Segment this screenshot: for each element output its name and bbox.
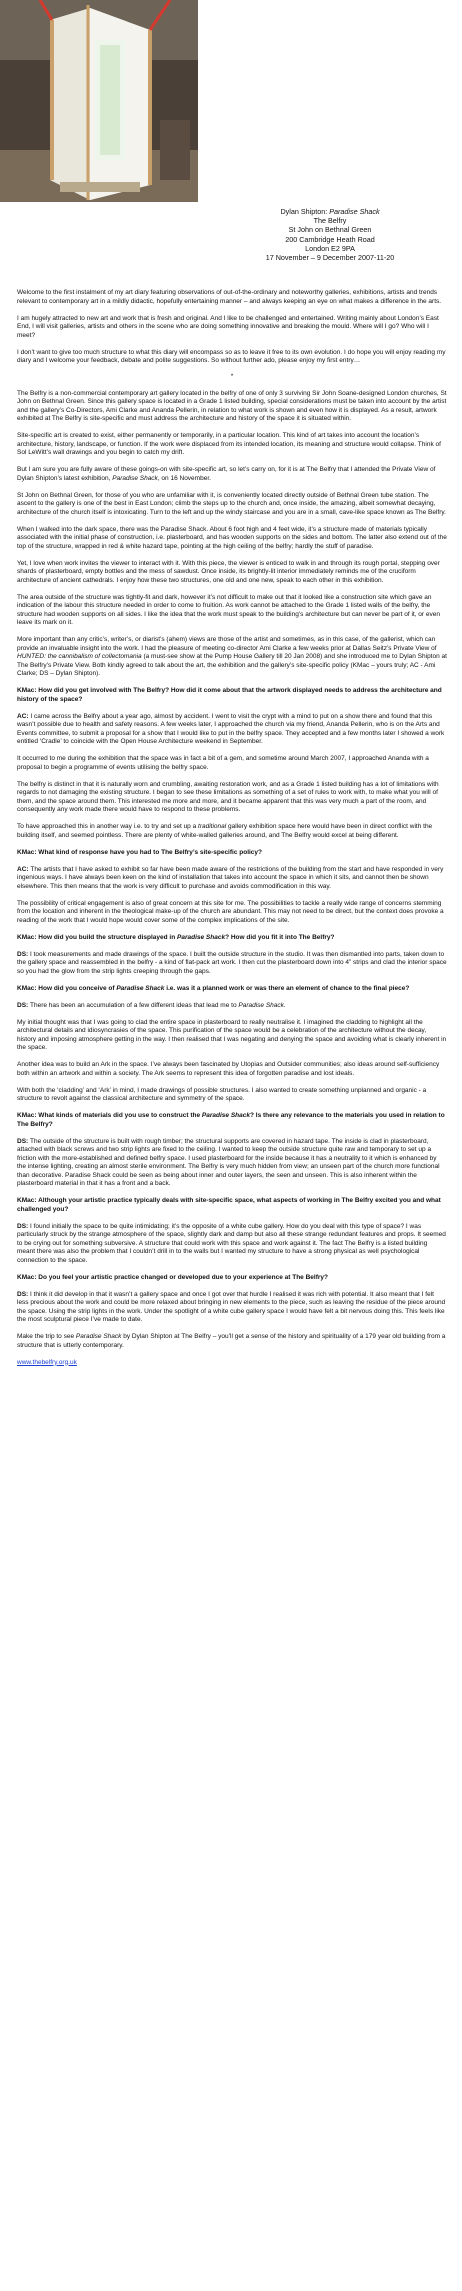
- interview-answer: To have approached this in another way i.e. to try and set up a traditional gallery exhibition space here would have been in direct conflict with the building itself, and seemed pointless. There are plenty of white-walled galleries around, and The Belfry would excel at being different.: [17, 823, 433, 839]
- exhibition-header: [200, 207, 460, 262]
- paragraph: The area outside of the structure was tightly-fit and dark, however it’s not difficult to make out that it looked like a construction site which gave an indication of the labour this structure needed in order to come to fruition. As work cannot be attached to the Grade 1 listed walls of the belfry, the structure had wooden supports on all sides. I like the idea that the work must speak to the building’s architecture but can never be part of it, or even leave its mark on it.: [17, 593, 440, 626]
- interview-answer: My initial thought was that I was going to clad the entire space in plasterboard to really neutralise it. I imagined the cladding to highlight all the architectural details and idiosyncrasies of the space. This purification of the space would be a celebration of the architecture without the decay, history and imposing atmosphere getting in the way. I then realised that I was negating and denying the space and avoiding what is clearly inherent in the space.: [17, 1018, 447, 1051]
- intro-paragraph: Welcome to the first instalment of my art diary featuring observations of out-of-the-ordinary and noteworthy galleries, exhibitions, artists and trends relevant to contemporary art in a mildly didactic, hopefully entertaining manner – and always keeping an eye on what makes a difference in the arts.: [17, 289, 442, 305]
- paragraph: The Belfry is a non-commercial contemporary art gallery located in the belfry of one of only 3 surviving Sir John Soane-designed London churches, St John on Bethnal Green. Since this gallery space is located in a Grade 1 listed building, special considerations must be taken into account by the artist and the gallery’s Co-Directors, Ami Clarke and Ananda Pellerin, in relation to what work is shown and even how it is displayed. As a result, artwork exhibited at The Belfry is site-specific and must address the architecture and history of the space it is situated within.: [17, 389, 447, 422]
- interview-question: KMac: How did you conceive of Paradise Shack i.e. was it a planned work or was there an element of chance to the final piece?: [17, 984, 410, 992]
- interview-answer: With both the ‘cladding’ and ‘Ark’ in mind, I made drawings of possible structures. I also wanted to create something unplanned and organic - a structure to revolt against the classical architecture and symmetry of the space.: [17, 1086, 427, 1102]
- intro-paragraph: I don’t want to give too much structure to what this diary will encompass so as to leave it free to its own evolution. I do hope you will enjoy reading my diary and I welcome your feedback, debate and polite suggestions. So without further ado, please enjoy my first entry…: [17, 348, 446, 364]
- venue-name: The Belfry: [313, 216, 347, 226]
- intro-paragraph: I am hugely attracted to new art and work that is fresh and original. And I like to be challenged and entertained. Writing mainly about London’s East End, I will visit galleries, artists and others in the scene who are doing something innovative and breaking the mould. Where will I go? Who will I meet?: [17, 314, 439, 339]
- interview-answer: The belfry is distinct in that it is naturally worn and crumbling, awaiting restoration work, and as a Grade 1 listed building has a lot of limitations with regards to not damaging the existing structure. I began to see these limitations as something of a set of rules to work with, to make what you will of them, and the space around them. This interested me more and more, and it became apparent that this was very much a part of the room, and consequently any work made there would have to respond to these problems.: [17, 780, 439, 813]
- interview-answer: Another idea was to build an Ark in the space. I’ve always been fascinated by Utopias and Outsider communities; also ideas around self-sufficiency both within an artwork and within a society. The Ark seems to represent this idea of forgotten paradise and lost ideals.: [17, 1061, 440, 1077]
- interview-answer: AC: I came across the Belfry about a year ago, almost by accident. I went to visit the crypt with a mind to put on a show there and found that this wasn’t possible due to health and safety reasons. A few weeks later, I approached the church via my friend, Ananda Pellerin, who is on the Arts and Events committee, to submit a proposal for a show that I would like to put in the belfry space. They accepted and a few months later I showed a work entitled ‘Cradle’ to coincide with the Open House Architecture weekend in September.: [17, 712, 445, 745]
- interview-question: KMac: Although your artistic practice typically deals with site-specific space, what aspects of working in The Belfry excited you and what challenged you?: [17, 1197, 441, 1213]
- interview-answer: It occurred to me during the exhibition that the space was in fact a bit of a gem, and sometime around March 2007, I approached Ananda with a proposal to begin a programme of events utilising the belfry space.: [17, 755, 429, 771]
- interview-answer: The possibility of critical engagement is also of great concern at this site for me. The possibilities to tackle a really wide range of concerns stemming from the location and inherent in the theological make-up of the church are abundant. This may not need to be direct, but the context does provoke a reading of the work that I would hope would cover some of the complex implications of the site.: [17, 899, 444, 924]
- artwork-photo: [0, 0, 198, 202]
- article-body: [17, 289, 447, 1376]
- interview-answer: DS: I found initially the space to be quite intimidating; it’s the opposite of a white cube gallery. How do you deal with this type of space? I was particularly struck by the strange atmosphere of the space, slightly dark and damp but also all these strange redundant features and props. It seemed to be crying out for something subversive. A structure that could work with this space and work against it. The fact The Belfry is a listed building meant there was also the problem that I couldn’t drill in to the walls but I wanted my structure to have a strong physical as well psychological connection to the space.: [17, 1222, 446, 1264]
- paragraph: St John on Bethnal Green, for those of you who are unfamiliar with it, is conveniently located directly outside of Bethnal Green tube station. The ascent to the gallery is one of the best in East London; climb the steps up to the church and, once inside, the amazing, albeit somewhat decaying, architecture of the church itself is intoxicating. Turn to the left and up the windy staircase and you are in a small, cave-like space known as The Belfry.: [17, 491, 446, 516]
- exhibition-dates: 17 November – 9 December 2007-11-20: [265, 253, 395, 263]
- closing-paragraph: Make the trip to see Paradise Shack by Dylan Shipton at The Belfry – you’ll get a sense of the history and spirituality of a 179 year old building from a structure that is utterly contemporary.: [17, 1333, 446, 1349]
- interview-answer: DS: I think it did develop in that it wasn’t a gallery space and once I got over that hurdle I realised it was rich with potential. It also meant that I felt less precious about the work and could be more relaxed about bringing in new elements to the piece, such as leaving the residue of the piece around the space. Using the strip lights in the work. Under the spotlight of a white cube gallery space I would have felt a bit nervous doing this. This feels like the most sculptural piece I’ve made to date.: [17, 1290, 446, 1323]
- paragraph: More important than any critic’s, writer’s, or diarist’s (ahem) views are those of the artist and sometimes, as in this case, of the gallerist, which can provide an invaluable insight into the work. I had the pleasure of meeting co-director Ami Clarke a few weeks prior at Dallas Seitz’s Private View of HUNTED: the cannibalism of collectomania (a must-see show at the Pump House Gallery till 20 Jan 2008) and she introduced me to Dylan Shipton at The Belfry’s Private View. Both kindly agreed to talk about the art, the exhibition and the gallery’s site-specific policy (KMac – yours truly; AC - Ami Clarke; DS – Dylan Shipton).: [17, 636, 447, 677]
- paragraph: Site-specific art is created to exist, either permanently or temporarily, in a particular location. This kind of art takes into account the location’s architecture, history, landscape, or function. If the work were displaced from its intended location, its meaning and structure would collapse. Think of Sol LeWitt’s wall drawings and you begin to catch my drift.: [17, 432, 441, 456]
- interview-answer: DS: I took measurements and made drawings of the space. I built the outside structure in the studio. It was then dismantled into parts, taken down to the gallery space and reassembled in the belfry - a kind of flat-pack art work. I then cut the plasterboard down into 4” strips and clad the interior space so you had the glow from the strip lights creeping through the gaps.: [17, 950, 447, 975]
- interview-question: KMac: What kinds of materials did you use to construct the Paradise Shack? Is there any relevance to the materials you used in relation to The Belfry?: [17, 1112, 445, 1128]
- paragraph: When I walked into the dark space, there was the Paradise Shack. About 6 foot high and 4 feet wide, it’s a structure made of materials typically associated with the initial phase of construction, i.e. plasterboard, and has wooden supports on the sides and bottom. The latter also extend out of the top of the structure, wrapped in red & white hazard tape, pointing at the high ceiling of the belfry; hardly the stuff of paradise.: [17, 525, 447, 550]
- street-address: 200 Cambridge Heath Road: [285, 234, 375, 244]
- interview-answer: AC: The artists that I have asked to exhibit so far have been made aware of the restrictions of the building from the start and have responded in very ingenious ways. I have always been keen on the kind of installation that takes into account the space in which it sits, and cannot then be shown elsewhere. This then means that the work is very difficult to purchase and avoids commodification in this way.: [17, 865, 444, 890]
- interview-question: KMac: Do you feel your artistic practice changed or developed due to your experience at The Belfry?: [17, 1273, 328, 1281]
- paragraph: But I am sure you are fully aware of these goings-on with site-specific art, so let’s carry on, for it is at The Belfry that I attended the Private View of Dylan Shipton’s latest exhibition, Paradise Shack, on 16 November.: [17, 466, 436, 482]
- church-name: St John on Bethnal Green: [288, 225, 372, 235]
- paragraph: Yet, I love when work invites the viewer to interact with it. With this piece, the viewer is enticed to walk in and through its rough portal, stepping over shards of plasterboard, empty bottles and the mess of sawdust. Once inside, its brightly-lit interior immediately reminds me of the cruciform architecture of ancient cathedrals. I enjoy how these two structures, one old and one new, speak to each other in this exhibition.: [17, 559, 440, 584]
- exhibition-title: Dylan Shipton: Paradise Shack: [280, 207, 380, 216]
- website-link[interactable]: www.thebelfry.org.uk: [17, 1358, 77, 1366]
- interview-question: KMac: How did you build the structure displayed in Paradise Shack? How did you fit it into The Belfry?: [17, 933, 335, 941]
- city-postcode: London E2 9PA: [305, 243, 355, 253]
- interview-question: KMac: What kind of response have you had to The Belfry’s site-specific policy?: [17, 848, 263, 856]
- interview-answer: DS: There has been an accumulation of a few different ideas that lead me to Paradise Shack.: [17, 1001, 286, 1009]
- interview-question: KMac: How did you get involved with The Belfry? How did it come about that the artwork displayed needs to address the architecture and history of the space?: [17, 687, 442, 703]
- interview-answer: DS: The outside of the structure is built with rough timber; the structural supports are covered in hazard tape. The inside is clad in plasterboard, attached with black screws and two strip lights are fixed to the ceiling. I wanted to keep the outside structure quite raw and temporary to set up a friction with the more-established and defined belfry space. I used plasterboard for the inside because it has a neutrality to it which is enhanced by the intense lighting, creating an almost sterile environment. The Belfry is very much hidden from view; an unseen part of the church more functional than decorative. Paradise Shack could be seen as being about inner and outer layers, the seen and unseen. This is also inherent within the plasterboard material in that it has a front and a back.: [17, 1137, 440, 1187]
- section-separator: *: [230, 373, 234, 380]
